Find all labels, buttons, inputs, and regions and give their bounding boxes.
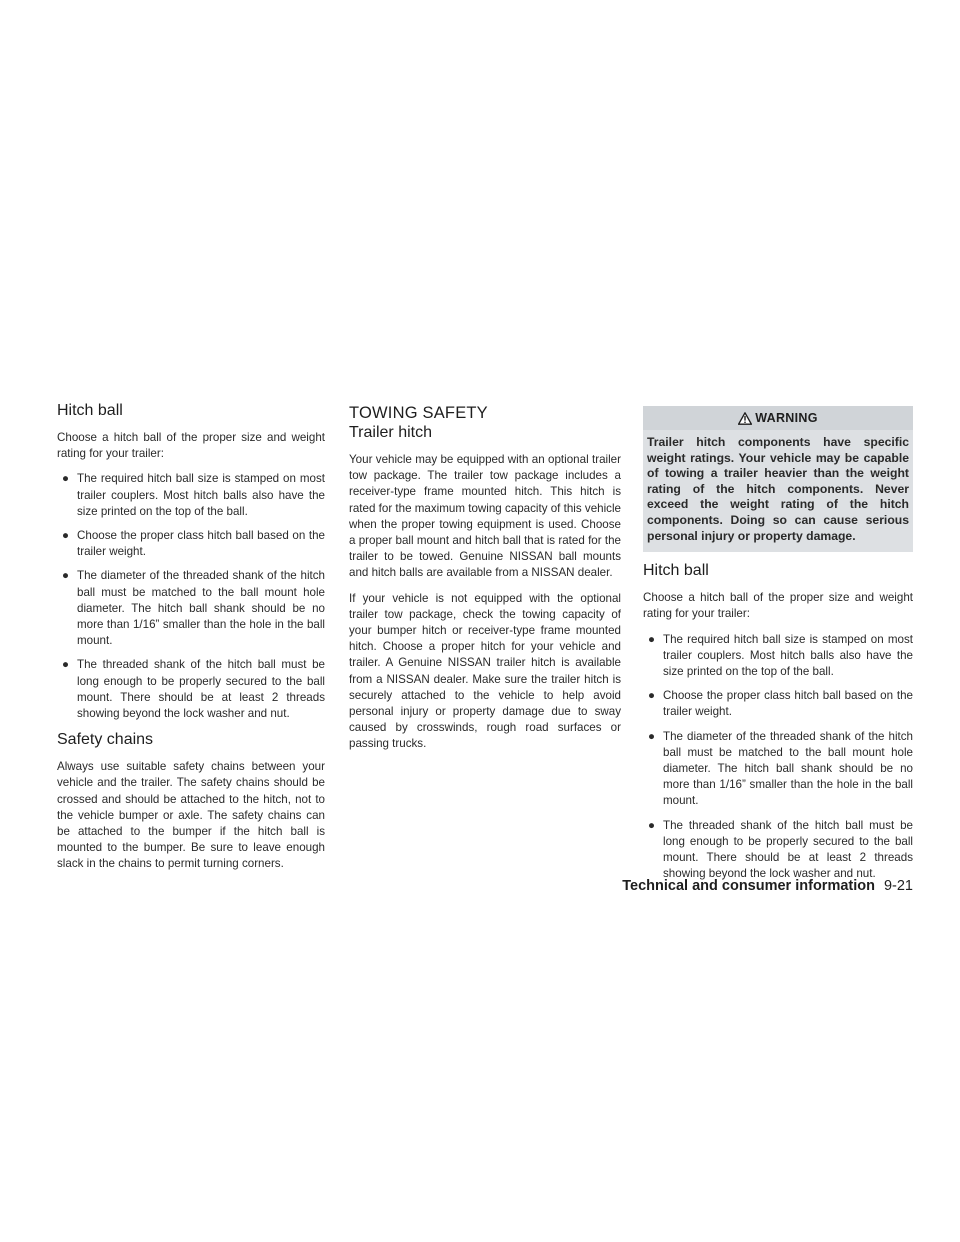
page-number: 9-21 bbox=[883, 878, 913, 894]
list-item: ● The diameter of the threaded shank of the hitch ball must be matched to the ball mount hole diameter. The hitch ball shank should be no more than 1/16” smaller than the hole in the ball mount. bbox=[62, 569, 325, 648]
section-title: TOWING SAFETY bbox=[349, 404, 488, 422]
page-footer bbox=[620, 878, 913, 894]
list-item: ● The threaded shank of the hitch ball must be long enough to be properly secured to the ball mount. There should be at least 2 threads showing beyond the lock washer and nut. bbox=[648, 818, 913, 881]
list-item: ● Choose the proper class hitch ball based on the trailer weight. bbox=[62, 529, 325, 559]
bullet-icon: ● bbox=[648, 818, 656, 832]
bullet-icon: ● bbox=[62, 472, 70, 486]
middle-column bbox=[349, 404, 621, 762]
warning-triangle-icon bbox=[738, 412, 752, 425]
hitch-ball-heading: Hitch ball bbox=[57, 402, 123, 419]
hitch-ball-bullet-list-2 bbox=[643, 632, 913, 883]
hitch-ball-intro: Choose a hitch ball of the proper size and weight rating for your trailer: bbox=[57, 431, 325, 461]
list-item: ● The threaded shank of the hitch ball must be long enough to be properly secured to the ball mount. There should be at least 2 threads showing beyond the lock washer and nut. bbox=[62, 658, 325, 721]
left-column bbox=[57, 401, 325, 882]
bullet-icon: ● bbox=[62, 569, 70, 583]
hitch-ball-bullet-list bbox=[57, 471, 325, 722]
list-item: ● The required hitch ball size is stamped on most trailer couplers. Most hitch balls also have the size printed on the top of the ball. bbox=[648, 632, 913, 678]
bullet-icon: ● bbox=[62, 529, 70, 543]
warning-text: Trailer hitch components have specific weight ratings. Your vehicle may be capable of towing a trailer heavier than the weight rating of the hitch components. Never exceed the weight rating of the hitch components. Doing so can cause serious personal injury or property damage. bbox=[647, 435, 909, 543]
safety-chains-heading: Safety chains bbox=[57, 731, 154, 749]
trailer-hitch-paragraph-1: Your vehicle may be equipped with an optional trailer tow package. The trailer tow package includes a receiver-type frame mounted hitch. This hitch is rated for the maximum towing capacity of this vehicle when the proper towing equipment is used. Choose a proper ball mount and hitch ball that is rated for the trailer to be towed. Genuine NISSAN ball mounts and hitch balls are available from a NISSAN dealer. bbox=[349, 453, 621, 580]
right-column bbox=[643, 406, 913, 890]
trailer-hitch-heading: Trailer hitch bbox=[349, 424, 432, 441]
bullet-icon: ● bbox=[648, 729, 656, 743]
warning-box bbox=[643, 406, 913, 552]
bullet-icon: ● bbox=[648, 632, 656, 646]
bullet-icon: ● bbox=[648, 689, 656, 703]
list-item: ● Choose the proper class hitch ball based on the trailer weight. bbox=[648, 689, 913, 719]
trailer-hitch-paragraph-2: If your vehicle is not equipped with the optional trailer tow package, check the towing capacity of your bumper hitch or receiver-type frame mounted hitch. Choose a proper hitch for your vehicle and trailer. A Genuine NISSAN trailer hitch is available from a NISSAN dealer. Make sure the trailer hitch is securely attached to the vehicle to help avoid personal injury or property damage due to sway caused by crosswinds, rough road surfaces or passing trucks. bbox=[349, 591, 621, 751]
safety-chains-text: Always use suitable safety chains between your vehicle and the trailer. The safety chains should be crossed and should be attached to the hitch, not to the vehicle bumper or axle. The safety chains can be attached to the bumper if the hitch ball is mounted to the bumper. Be sure to leave enough slack in the chains to permit turning corners. bbox=[57, 760, 325, 871]
warning-header bbox=[643, 406, 913, 430]
hitch-ball-intro-2: Choose a hitch ball of the proper size and weight rating for your trailer: bbox=[643, 591, 913, 621]
hitch-ball-heading-2: Hitch ball bbox=[643, 562, 709, 580]
list-item: ● The required hitch ball size is stamped on most trailer couplers. Most hitch balls also have the size printed on the top of the ball. bbox=[62, 472, 325, 518]
chapter-title: Technical and consumer information bbox=[622, 878, 875, 894]
list-item: ● The diameter of the threaded shank of the hitch ball must be matched to the ball mount hole diameter. The hitch ball shank should be no more than 1/16” smaller than the hole in the ball mount. bbox=[648, 729, 913, 808]
warning-label: WARNING bbox=[755, 411, 818, 425]
bullet-icon: ● bbox=[62, 658, 70, 672]
